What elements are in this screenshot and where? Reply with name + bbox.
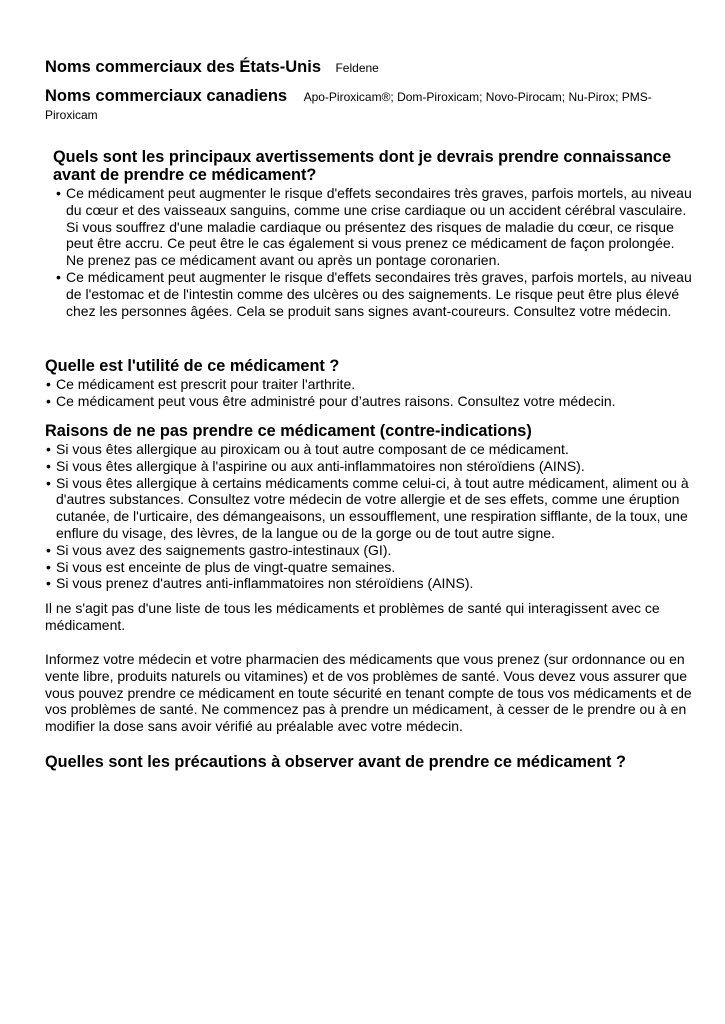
use-item: • Ce médicament est prescrit pour traiter l'arthrite. xyxy=(46,376,686,393)
us-trade-names-label: Noms commerciaux des États-Unis xyxy=(45,58,322,76)
precautions-heading: Quelles sont les précautions à observer avant de prendre ce médicament ? xyxy=(45,753,626,771)
use-list xyxy=(46,376,686,410)
contraindication-item: • Si vous êtes allergique à l'aspirine ou aux anti-inflammatoires non stéroïdiens (AINS). xyxy=(46,458,696,475)
contraindications-list xyxy=(46,441,696,592)
warning-item: • Ce médicament peut augmenter le risque d'effets secondaires très graves, parfois mortels, au niveau de l'estomac et de l'intestin comme des ulcères ou des saignements. Le risque peut être plus élevé chez les personnes âgées. Cela se produit sans signes avant-coureurs. Consultez votre médecin. xyxy=(56,269,692,319)
contraindication-item: • Si vous est enceinte de plus de vingt-quatre semaines. xyxy=(46,559,696,576)
canadian-trade-names-label: Noms commerciaux canadiens xyxy=(45,87,288,105)
contraindication-item: • Si vous avez des saignements gastro-intestinaux (GI). xyxy=(46,542,696,559)
use-heading: Quelle est l'utilité de ce médicament ? xyxy=(45,357,340,375)
use-item: • Ce médicament peut vous être administré pour d’autres raisons. Consultez votre médecin. xyxy=(46,393,686,410)
contraindication-item: • Si vous prenez d'autres anti-inflammatoires non stéroïdiens (AINS). xyxy=(46,575,696,592)
canadian-trade-names xyxy=(45,87,685,124)
warning-item: • Ce médicament peut augmenter le risque d'effets secondaires très graves, parfois mortels, au niveau du cœur et des vaisseaux sanguins, comme une crise cardiaque ou un accident cérébral vasculaire. Si vous souffrez d'une maladie cardiaque ou présentez des risques de maladie du cœur, ce risque peut être accru. Ce peut être le cas également si vous prenez ce médicament de façon prolongée. Ne prenez pas ce médicament avant ou après un pontage coronarien. xyxy=(56,185,692,269)
contraindication-item: • Si vous êtes allergique au piroxicam ou à tout autre composant de ce médicament. xyxy=(46,441,696,458)
warnings-heading: Quels sont les principaux avertissements dont je devrais prendre connaissance avant de prendre ce médicament? xyxy=(53,148,672,184)
canadian-trade-names-value: Apo-Piroxicam®; Dom-Piroxicam; Novo-Pirocam; Nu-Pirox; PMS-Piroxicam xyxy=(45,90,652,122)
interactions-note: Il ne s'agit pas d'une liste de tous les médicaments et problèmes de santé qui interagissent avec ce médicament. xyxy=(45,600,660,633)
us-trade-names-value: Feldene xyxy=(335,61,379,75)
us-trade-names xyxy=(45,58,685,77)
contraindication-item: • Si vous êtes allergique à certains médicaments comme celui-ci, à tout autre médicament, aliment ou à d'autres substances. Consultez votre médecin de votre allergie et de ses effets, comme une éruption cutanée, de l'urticaire, des démangeaisons, un essoufflement, une respiration sifflante, de la toux, une enflure du visage, des lèvres, de la langue ou de la gorge ou de tout autre signe. xyxy=(46,475,696,542)
contraindications-heading: Raisons de ne pas prendre ce médicament (contre-indications) xyxy=(45,422,532,440)
warnings-list xyxy=(56,185,692,319)
inform-doctor-paragraph: Informez votre médecin et votre pharmacien des médicaments que vous prenez (sur ordonnance ou en vente libre, produits naturels ou vitamines) et de vos problèmes de santé. Vous devez vous assurer que vous pouvez prendre ce médicament en toute sécurité en tenant compte de tous vos médicaments et de vos problèmes de santé. Ne commencez pas à prendre un médicament, à cesser de le prendre ou à en modifier la dose sans avoir vérifié au préalable avec votre médecin. xyxy=(45,651,692,735)
